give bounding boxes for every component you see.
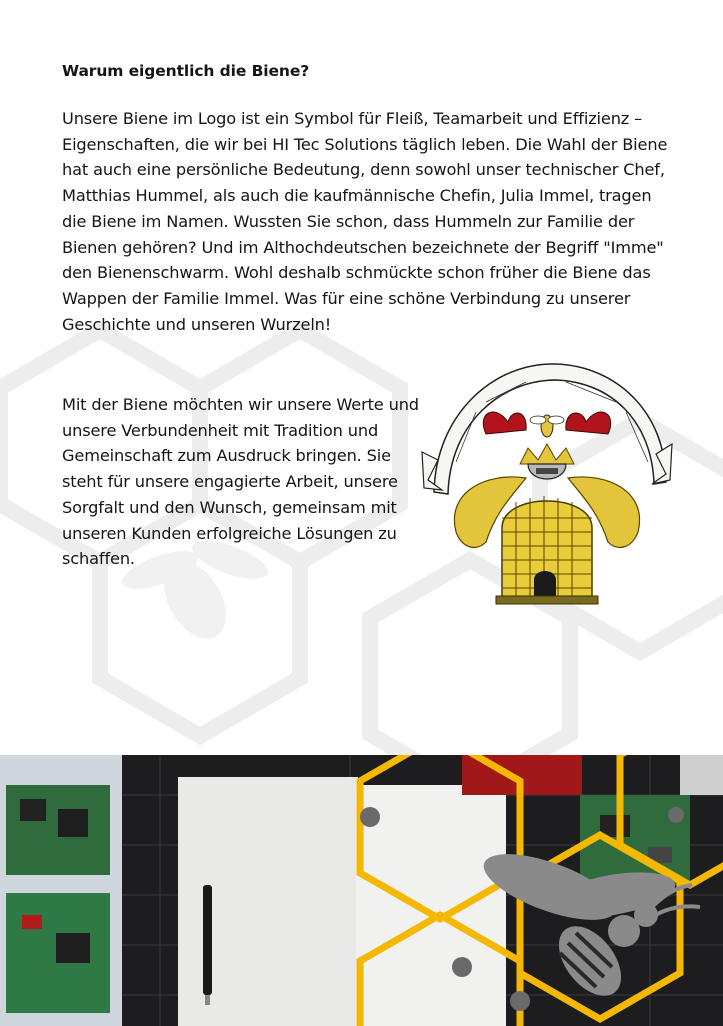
values-paragraph: Mit der Biene möchten wir unsere Werte und unsere Verbundenheit mit Tradition und Gemeinschaft zum Ausdruck bringen. Sie steht für unsere engagierte Arbeit, unsere Sorgfalt und den Wunsch, gemeinsam mit unseren Kunden erfolgreiche Lösungen zu schaffen.: [62, 395, 419, 569]
workbench-photo: [0, 755, 723, 1026]
coat-of-arms-illustration: [416, 352, 678, 628]
intro-paragraph: Unsere Biene im Logo ist ein Symbol für Fleiß, Teamarbeit und Effizienz – Eigenschaften, die wir bei HI Tec Solutions täglich leben. Die Wahl der Biene hat auch eine persönliche Bedeutung, denn sowohl unser technischer Chef, Matthias Hummel, als auch die kaufmännische Chefin, Julia Immel, tragen die Biene im Namen. Wussten Sie schon, dass Hummeln zur Familie der Bienen gehören? Und im Althochdeutschen bezeichnete der Begriff "Imme" den Bienenschwarm. Wohl deshalb schmückte schon früher die Biene das Wappen der Familie Immel. Was für eine schöne Verbindung zu unserer Geschichte und unseren Wurzeln!: [62, 109, 668, 334]
page-heading: Warum eigentlich die Biene?: [62, 62, 310, 80]
text-block: [62, 62, 672, 337]
